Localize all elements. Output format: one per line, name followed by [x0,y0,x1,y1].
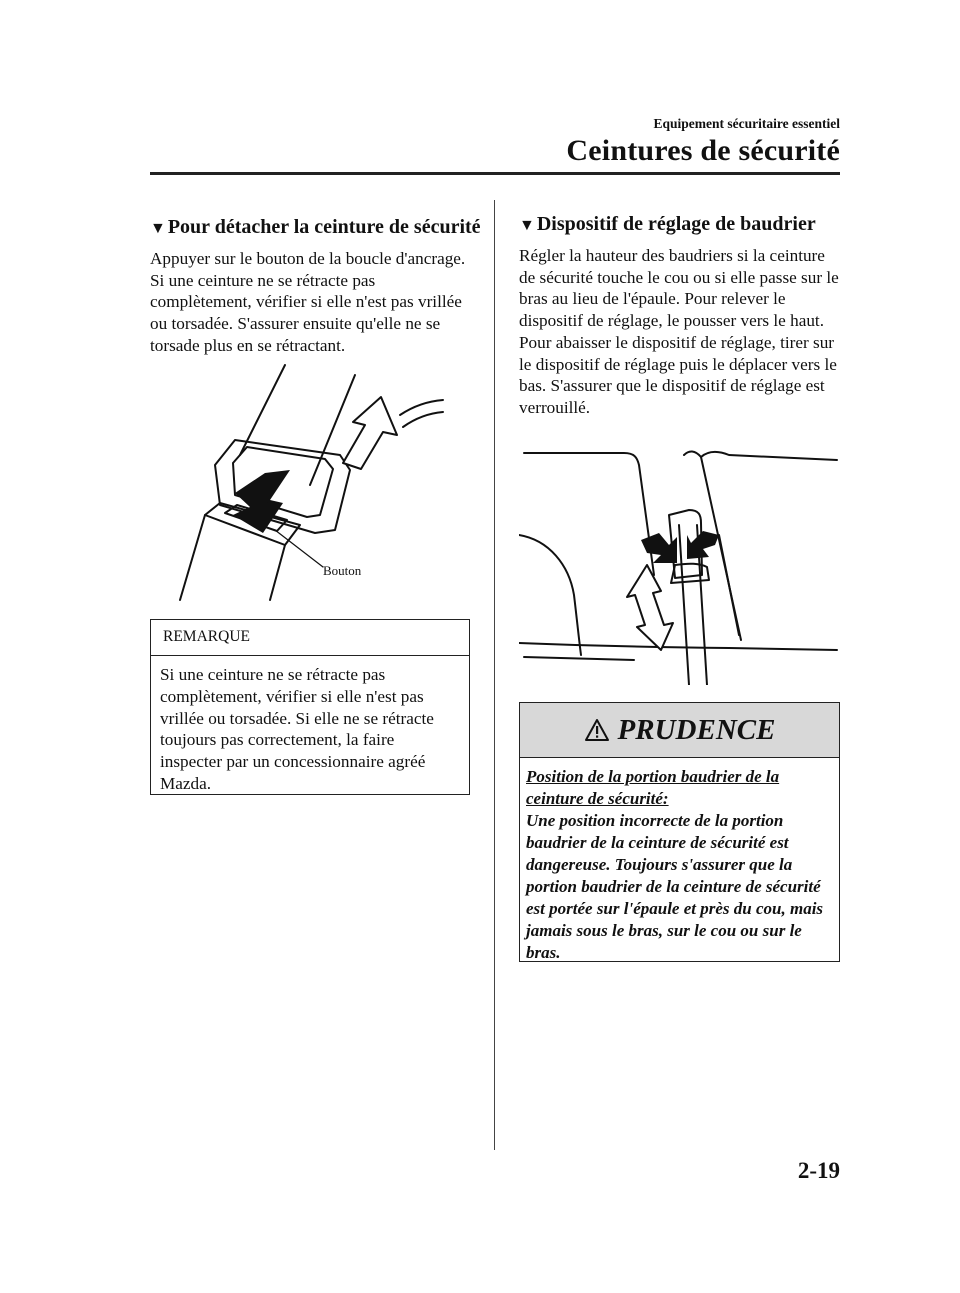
page-number: 2-19 [797,1158,840,1183]
note-title: REMARQUE [151,620,469,656]
caution-header [520,703,839,758]
shoulder-adjuster-illustration [519,445,841,685]
caution-title: PRUDENCE [617,713,776,746]
section-heading-shoulder-adjuster [519,213,816,236]
warning-triangle-icon [584,718,610,742]
caution-box [519,702,840,962]
caution-text: Une position incorrecte de la portion baudrier de la ceinture de sécurité est dangereuse. Toujours s'assurer que la portion baudrier de la ceinture de sécurité est portée sur l'épaule et près du cou, mais jamais sous le bras, sur le cou ou sur le bras. [526,811,824,962]
buckle-release-illustration [175,355,455,605]
header-divider [150,172,840,175]
note-text: Si une ceinture ne se rétracte pas complètement, vérifier si elle n'est pas vrillée ou torsadée. Si elle ne se rétracte toujours pas correctement, la faire inspecter par un concessionnaire agréé Mazda. [160,665,434,793]
paragraph-text: Appuyer sur le bouton de la boucle d'ancrage. Si une ceinture ne se rétracte pas complètement, vérifier si elle n'est pas vrillée ou torsadée. S'assurer ensuite qu'elle ne se torsade plus en se rétractant. [150,249,466,355]
chapter-subtitle: Equipement sécuritaire essentiel [653,116,840,131]
section-heading-unfasten [150,216,481,239]
button-label: Bouton [323,563,362,578]
column-divider [494,200,495,1150]
unfasten-paragraph [150,248,480,357]
page-title: Ceintures de sécurité [566,134,840,167]
caution-body [520,758,839,964]
triangle-bullet-icon: ▼ [150,220,166,237]
triangle-bullet-icon: ▼ [519,217,535,234]
note-box [150,619,470,795]
paragraph-text: Régler la hauteur des baudriers si la ceinture de sécurité touche le cou ou si elle passe sur le bras au lieu de l'épaule. Pour relever le dispositif de réglage, le pousser vers le haut. Pour abaisser le dispositif de réglage, tirer sur le dispositif de réglage puis le déplacer vers le bas. S'assurer que le dispositif de réglage est verrouillé. [519,246,839,417]
section-heading-text: Pour détacher la ceinture de sécurité [167,216,481,238]
adjuster-paragraph [519,245,839,419]
section-heading-text: Dispositif de réglage de baudrier [536,213,816,235]
caution-subtitle: Position de la portion baudrier de la ceinture de sécurité: [526,767,780,808]
